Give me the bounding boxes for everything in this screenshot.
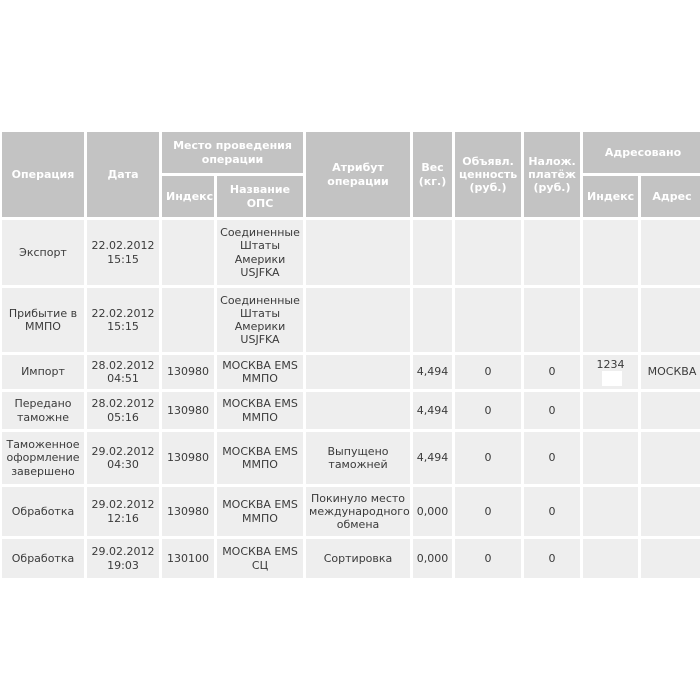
cell-addr-index <box>583 539 638 578</box>
cell-date: 28.02.2012 05:16 <box>87 392 159 429</box>
cell-cod: 0 <box>524 432 580 484</box>
cell-addr-address: МОСКВА <box>641 355 700 389</box>
cell-place-index <box>162 220 214 285</box>
cell-addr-index <box>583 487 638 536</box>
cell-attribute: Покинуло место международного обмена <box>306 487 410 536</box>
cell-addr-index <box>583 355 638 389</box>
col-header-addressed-group: Адресовано <box>583 132 700 173</box>
cell-date: 22.02.2012 15:15 <box>87 220 159 285</box>
tracking-table <box>0 129 700 581</box>
cell-place-name: МОСКВА EMS СЦ <box>217 539 303 578</box>
cell-date: 29.02.2012 04:30 <box>87 432 159 484</box>
cell-declared-value <box>455 288 521 352</box>
cell-addr-address <box>641 539 700 578</box>
cell-place-index: 130980 <box>162 432 214 484</box>
cell-operation: Обработка <box>2 487 84 536</box>
cell-attribute <box>306 220 410 285</box>
cell-addr-address <box>641 220 700 285</box>
cell-place-name: Соединенные Штаты Америки USJFKA <box>217 220 303 285</box>
cell-addr-address <box>641 288 700 352</box>
cell-declared-value <box>455 220 521 285</box>
header-row-top <box>2 132 700 173</box>
col-header-place-group: Место проведения операции <box>162 132 303 173</box>
cell-cod: 0 <box>524 392 580 429</box>
table-row <box>2 355 700 389</box>
cell-place-name: МОСКВА EMS ММПО <box>217 392 303 429</box>
col-header-place-name: Название ОПС <box>217 176 303 217</box>
cell-attribute: Выпущено таможней <box>306 432 410 484</box>
redacted-index-mask <box>602 371 622 386</box>
cell-operation: Экспорт <box>2 220 84 285</box>
cell-cod: 0 <box>524 355 580 389</box>
table-row <box>2 288 700 352</box>
cell-declared-value: 0 <box>455 487 521 536</box>
col-header-addr-address: Адрес <box>641 176 700 217</box>
cell-addr-index <box>583 288 638 352</box>
cell-place-index: 130100 <box>162 539 214 578</box>
cell-date: 22.02.2012 15:15 <box>87 288 159 352</box>
cell-declared-value: 0 <box>455 539 521 578</box>
cell-weight <box>413 220 452 285</box>
cell-operation: Обработка <box>2 539 84 578</box>
cell-addr-address <box>641 487 700 536</box>
col-header-operation: Операция <box>2 132 84 217</box>
cell-weight: 0,000 <box>413 487 452 536</box>
table-body <box>2 220 700 578</box>
cell-place-index: 130980 <box>162 355 214 389</box>
cell-declared-value: 0 <box>455 432 521 484</box>
col-header-cod: Налож. платёж (руб.) <box>524 132 580 217</box>
col-header-addr-index: Индекс <box>583 176 638 217</box>
table-row <box>2 220 700 285</box>
table-row <box>2 432 700 484</box>
cell-place-name: Соединенные Штаты Америки USJFKA <box>217 288 303 352</box>
cell-cod: 0 <box>524 539 580 578</box>
cell-date: 28.02.2012 04:51 <box>87 355 159 389</box>
col-header-date: Дата <box>87 132 159 217</box>
cell-attribute <box>306 288 410 352</box>
col-header-weight: Вес (кг.) <box>413 132 452 217</box>
cell-place-name: МОСКВА EMS ММПО <box>217 432 303 484</box>
cell-cod <box>524 288 580 352</box>
cell-place-name: МОСКВА EMS ММПО <box>217 355 303 389</box>
addr-index-value: 1234 <box>596 357 625 371</box>
cell-attribute: Сортировка <box>306 539 410 578</box>
cell-place-index: 130980 <box>162 392 214 429</box>
cell-declared-value: 0 <box>455 355 521 389</box>
col-header-place-index: Индекс <box>162 176 214 217</box>
col-header-declared-value: Объявл. ценность (руб.) <box>455 132 521 217</box>
cell-place-name: МОСКВА EMS ММПО <box>217 487 303 536</box>
cell-attribute <box>306 392 410 429</box>
cell-addr-address <box>641 392 700 429</box>
cell-date: 29.02.2012 12:16 <box>87 487 159 536</box>
cell-weight: 4,494 <box>413 392 452 429</box>
cell-cod: 0 <box>524 487 580 536</box>
cell-operation: Прибытие в ММПО <box>2 288 84 352</box>
cell-operation: Передано таможне <box>2 392 84 429</box>
cell-place-index <box>162 288 214 352</box>
cell-cod <box>524 220 580 285</box>
cell-weight <box>413 288 452 352</box>
cell-weight: 4,494 <box>413 355 452 389</box>
cell-attribute <box>306 355 410 389</box>
cell-addr-index <box>583 220 638 285</box>
cell-addr-index <box>583 392 638 429</box>
cell-weight: 4,494 <box>413 432 452 484</box>
table-row <box>2 487 700 536</box>
cell-declared-value: 0 <box>455 392 521 429</box>
cell-date: 29.02.2012 19:03 <box>87 539 159 578</box>
cell-operation: Таможенное оформление завершено <box>2 432 84 484</box>
table-row <box>2 539 700 578</box>
cell-addr-address <box>641 432 700 484</box>
col-header-attribute: Атрибут операции <box>306 132 410 217</box>
table-header <box>2 132 700 217</box>
cell-weight: 0,000 <box>413 539 452 578</box>
cell-place-index: 130980 <box>162 487 214 536</box>
cell-addr-index <box>583 432 638 484</box>
table-row <box>2 392 700 429</box>
cell-operation: Импорт <box>2 355 84 389</box>
